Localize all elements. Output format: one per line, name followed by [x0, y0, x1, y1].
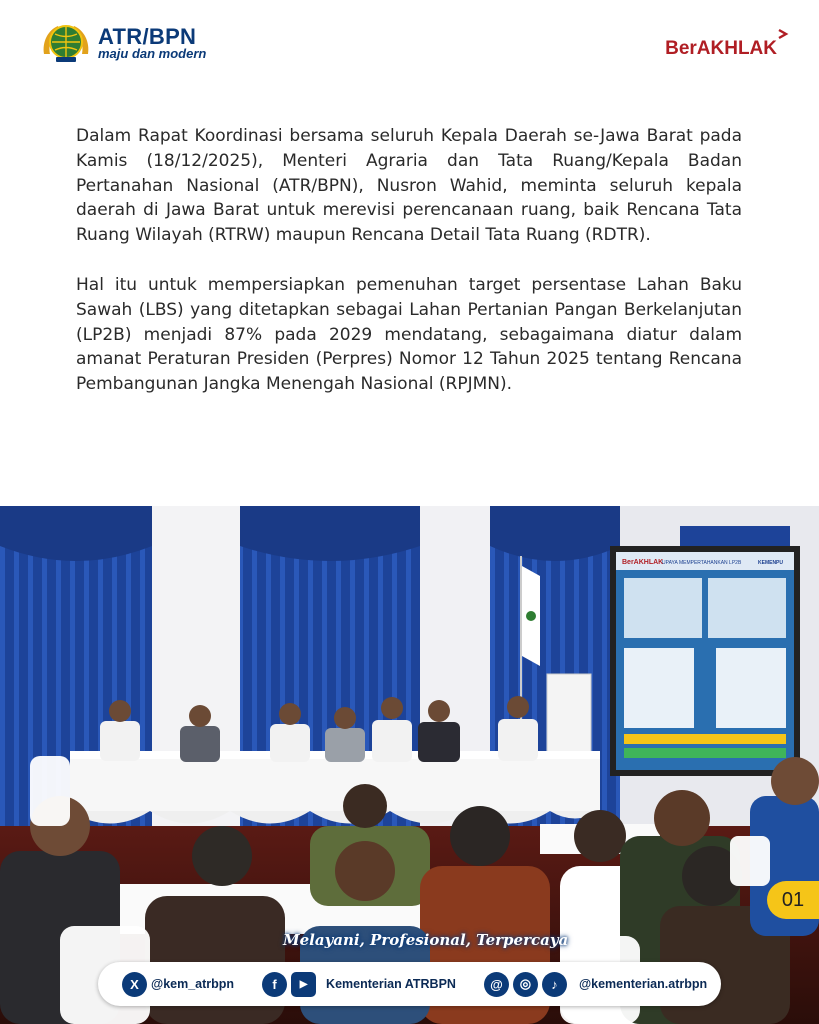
threads-icon[interactable]: @ [484, 972, 509, 997]
youtube-handle[interactable]: Kementerian ATRBPN [326, 977, 456, 991]
slogan: Melayani, Profesional, Terpercaya [283, 931, 569, 949]
atr-bpn-logo-icon [40, 20, 92, 64]
berakhlak-logo [665, 38, 777, 60]
paragraph-2: Hal itu untuk mempersiapkan pemenuhan target persentase Lahan Baku Sawah (LBS) yang ditetapkan sebagai Lahan Pertanian Pangan Berkelanjutan (LP2B) menjadi 87% pada 2029 mendatang, sebagaimana diatur dalam amanat Peraturan Presiden (Perpres) Nomor 12 Tahun 2025 tentang Rencana Pembangunan Jangka Menengah Nasional (RPJMN). [76, 274, 742, 395]
x-icon[interactable]: X [122, 972, 147, 997]
article-body [76, 124, 742, 422]
tiktok-icon[interactable]: ♪ [542, 972, 567, 997]
instagram-tiktok-handle[interactable]: @kementerian.atrbpn [578, 977, 708, 991]
brand-tagline: maju dan modern [98, 46, 207, 61]
paragraph-1: Dalam Rapat Koordinasi bersama seluruh Kepala Daerah se-Jawa Barat pada Kamis (18/12/2025), Menteri Agraria dan Tata Ruang/Kepala Badan Pertanahan Nasional (ATR/BPN), Nusron Wahid, meminta seluruh kepala daerah di Jawa Barat untuk merevisi perencanaan ruang, baik Rencana Tata Ruang Wilayah (RTRW) maupun Rencana Detail Tata Ruang (RDTR). [76, 126, 742, 246]
facebook-icon[interactable]: f [262, 972, 287, 997]
page-number-badge: 01 [767, 881, 819, 919]
instagram-icon[interactable]: ◎ [513, 972, 538, 997]
youtube-icon[interactable]: ▶ [291, 972, 316, 997]
header [0, 0, 819, 100]
screen-title: UPAYA MEMPERTAHANKAN LP2B [662, 560, 742, 566]
brand-title: ATR/BPN [98, 24, 197, 49]
berakhlak-chevron-icon [777, 28, 789, 40]
screen-brand-left: BerAKHLAK [622, 559, 664, 566]
screen-brand-right: KEMENPU [758, 560, 784, 566]
social-bar [98, 962, 721, 1006]
x-handle[interactable]: @kem_atrbpn [151, 977, 235, 991]
berakhlak-label: BerAKHLAK [665, 38, 777, 59]
